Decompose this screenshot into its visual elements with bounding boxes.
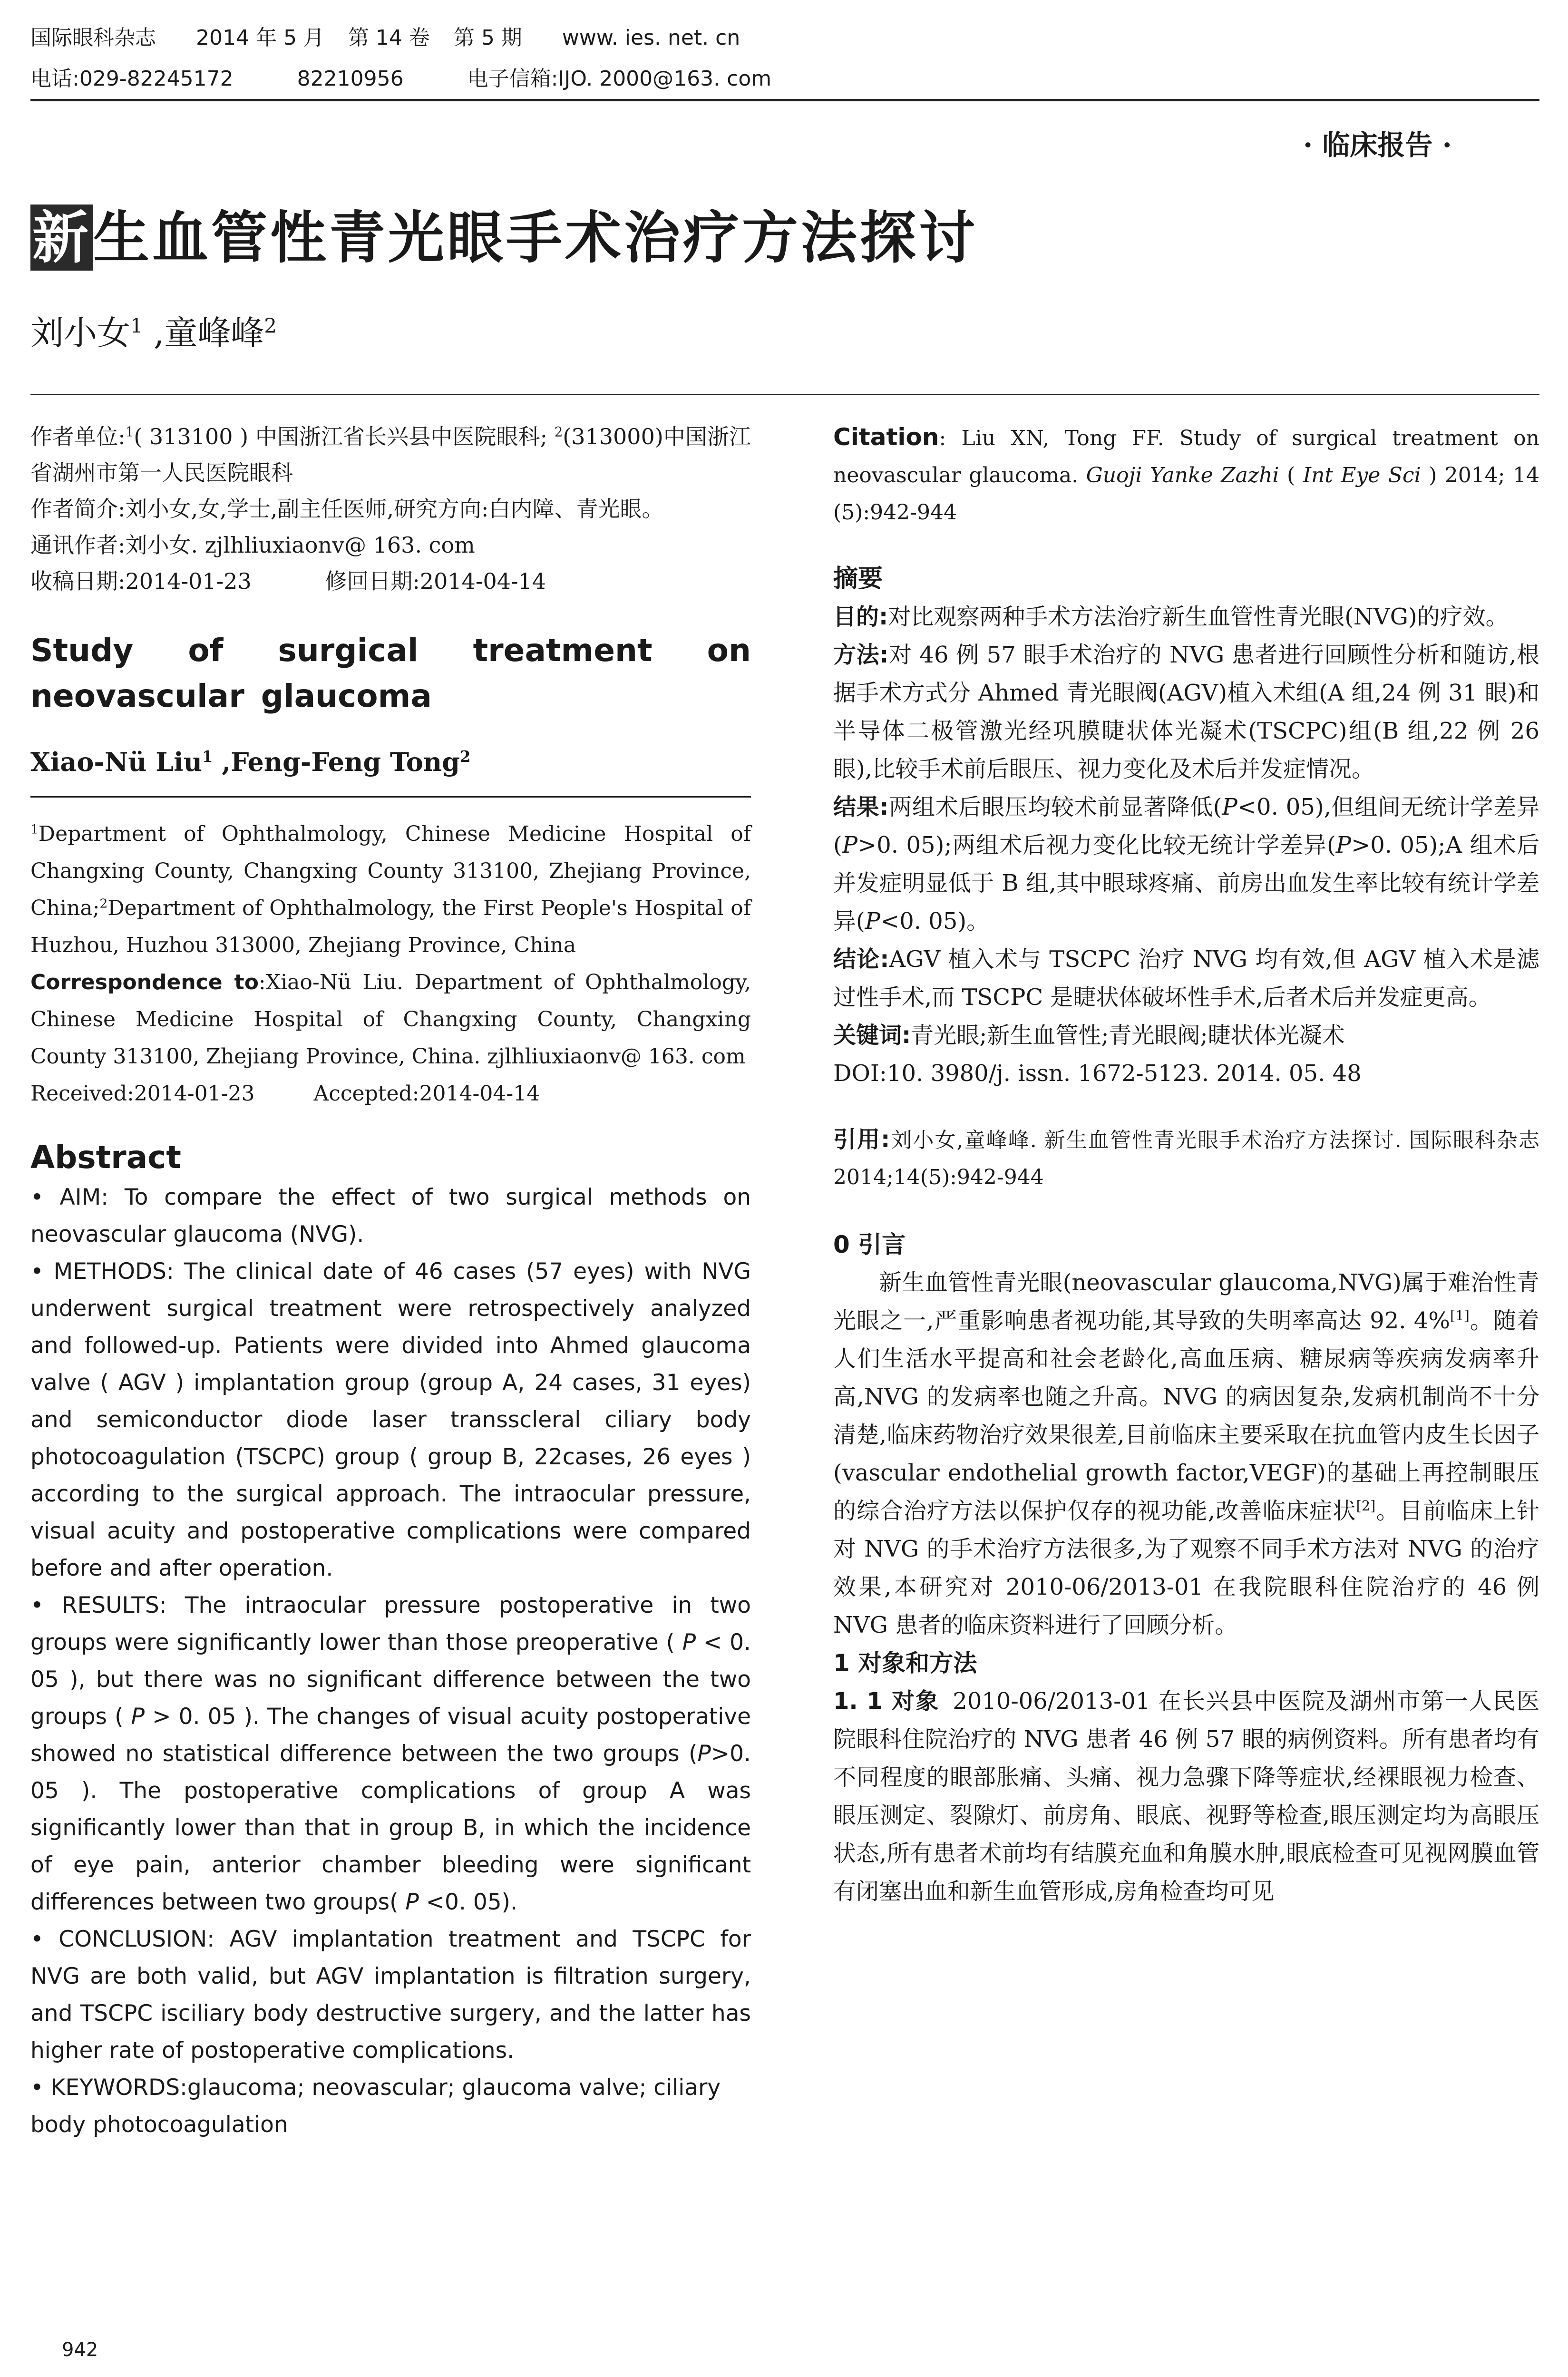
journal-contact (30, 66, 771, 92)
section-1-1-label: 1. 1 对象 (833, 1688, 940, 1715)
citation-paren: ( (1279, 463, 1303, 487)
results-cn-text-3: >0. 05);两组术后视力变化比较无统计学差异( (857, 832, 1336, 858)
received-cn-label: 收稿日期: (30, 568, 126, 594)
citation-cn-label: 引用: (833, 1126, 890, 1153)
en-affil-rule (30, 796, 751, 798)
citation-label: Citation (833, 423, 939, 451)
keywords-text: :glaucoma; neovascular; glaucoma valve; ciliary body photocoagulation (30, 2075, 721, 2138)
intro-text-2: 。随着人们生活水平提高和社会老龄化,高血压病、糖尿病等疾病发病率升高,NVG 的发病率也随之升高。NVG 的病因复杂,发病机制尚不十分清楚,临床药物治疗效果很差,目前临床主要采取在抗血管内皮生长因子(vascular endothelial growth factor,VEGF)的基础上再控制眼压的综合治疗方法以保护仅存的视功能,改善临床症状 (833, 1307, 1539, 1524)
p-symbol: P (1335, 832, 1351, 858)
methods-cn-label: 方法: (833, 642, 889, 668)
doi: DOI:10. 3980/j. issn. 1672-5123. 2014. 05. 48 (833, 1060, 1362, 1087)
accepted-en-label: Accepted: (313, 1081, 419, 1106)
citation-journal-en: Int Eye Sci (1303, 463, 1421, 487)
author-cn-2-sup: 2 (264, 314, 277, 338)
p-symbol: P (131, 1704, 145, 1730)
corresponding-author (30, 527, 751, 563)
revised-cn: 2014-04-14 (419, 568, 546, 594)
p-symbol: P (865, 908, 881, 935)
p-symbol: P (697, 1741, 711, 1767)
journal-name: 国际眼科杂志 (30, 26, 156, 50)
abstract-cn-keywords (833, 1016, 1539, 1054)
author-cn-sep: , (143, 313, 165, 352)
p-symbol: P (1222, 794, 1237, 820)
issue-number: 第 5 期 (453, 26, 522, 50)
conclusion-text: : AGV implantation treatment and TSCPC for NVG are both valid, but AGV implantation is filtration surgery, and TSCPC isciliary body destructive surgery, and the latter has higher rate of postoperative complications. (30, 1926, 751, 2064)
website: www. ies. net. cn (562, 26, 740, 50)
ref-2: [2] (1356, 1498, 1376, 1514)
abstract-cn-heading: 摘要 (833, 565, 883, 593)
intro-heading: 0 引言 (833, 1231, 906, 1258)
revised-cn-label: 修回日期: (325, 568, 420, 594)
results-text-1: : The intraocular pressure postoperative in two groups were significantly lower than those preoperative ( (30, 1592, 751, 1656)
methods-cn-text: 对 46 例 57 眼手术治疗的 NVG 患者进行回顾性分析和随访,根据手术方式分 Ahmed 青光眼阀(AGV)植入术组(A 组,24 例 31 眼)和半导体二极管激光经巩膜睫状体光凝术(TSCPC)组(B 组,22 例 26 眼),比较手术前后眼压、视力变化及术后并发症情况。 (833, 642, 1539, 782)
header-rule (30, 99, 1539, 101)
keywords-cn-label: 关键词: (833, 1022, 911, 1049)
dates-en (30, 1075, 751, 1112)
p-symbol: P (405, 1889, 419, 1915)
results-text-4: >0. 05 ). The postoperative complications of group A was significantly lower than that in group B, in which the incidence of eye pain, anterior chamber bleeding were significant differences between two groups( (30, 1741, 751, 1915)
phone-2: 82210956 (297, 67, 404, 91)
affiliation-sup-1: 1 (125, 424, 134, 440)
abstract-en-body (30, 1179, 751, 2143)
abstract-cn-body (833, 598, 1539, 1092)
methods-text: : The clinical date of 46 cases (57 eyes) with NVG underwent surgical treatment were retrospectively analyzed and followed-up. Patients were divided into Ahmed glaucoma valve ( AGV ) implantation group (group A, 24 cases, 31 eyes) and semiconductor diode laser transscleral ciliary body photocoagulation (TSCPC) group ( group B, 22cases, 26 eyes ) according to the surgical approach. The intraocular pressure, visual acuity and postoperative complications were compared before and after operation. (30, 1258, 751, 1581)
correspondence-en (30, 964, 751, 1075)
citation-en (833, 419, 1539, 531)
citation-journal: Guoji Yanke Zazhi (1086, 463, 1279, 487)
article-title-en: Study of surgical treatment on neovascular glaucoma (30, 632, 751, 714)
author-en-2: Feng-Feng Tong (231, 747, 460, 777)
accepted-en: 2014-04-14 (419, 1081, 540, 1106)
authors-en (30, 743, 751, 781)
abstract-en-heading: Abstract (30, 1139, 181, 1176)
results-label: • RESULTS (30, 1592, 159, 1618)
journal-header (30, 25, 740, 51)
author-cn-2: 童峰峰 (164, 313, 264, 352)
citation-cn-text: 刘小女,童峰峰. 新生血管性青光眼手术治疗方法探讨. 国际眼科杂志 2014;14(5):942-944 (833, 1128, 1539, 1189)
affiliation-1: ( 313100 ) 中国浙江省长兴县中医院眼科; (134, 424, 548, 449)
results-cn-label: 结果: (833, 794, 889, 820)
title-rest: 生血管性青光眼手术治疗方法探讨 (93, 205, 978, 271)
aim-text: : To compare the effect of two surgical methods on neovascular glaucoma (NVG). (30, 1184, 751, 1247)
issue-date: 2014 年 5 月 (196, 26, 324, 50)
received-en: 2014-01-23 (134, 1081, 255, 1106)
received-en-label: Received: (30, 1081, 134, 1106)
dates-cn (30, 563, 751, 599)
affil-en-sup-2: 2 (99, 896, 108, 911)
results-cn-text-4: >0. 05);A 组术后并发症明显低于 B 组,其中眼球疼痛、前房出血发生率比较有统计学差异( (833, 832, 1539, 935)
abstract-cn-results (833, 788, 1539, 940)
email-label: 电子信箱: (467, 67, 558, 91)
section-tag: · 临床报告 · (1303, 129, 1452, 161)
results-cn-text-5: <0. 05)。 (880, 908, 990, 935)
author-cn-1-sup: 1 (130, 314, 143, 338)
abstract-conclusion (30, 1921, 751, 2069)
intro-text-1: 新生血管性青光眼(neovascular glaucoma,NVG)属于难治性青光眼之一,严重影响患者视功能,其导致的失明率高达 92. 4% (833, 1269, 1539, 1334)
affil-en-2: Department of Ophthalmology, the First People's Hospital of Huzhou, Huzhou 313000, Zhejiang Province, China (30, 896, 751, 957)
section-1-heading: 1 对象和方法 (833, 1649, 977, 1677)
intro-text-3: 。目前临床上针对 NVG 的手术治疗方法很多,为了观察不同手术方法对 NVG 的治疗效果,本研究对 2010-06/2013-01 在我院眼科住院治疗的 46 例 NVG 患者的临床资料进行了回顾分析。 (833, 1498, 1539, 1638)
intro-paragraph (833, 1264, 1539, 1644)
author-cn-1: 刘小女 (30, 313, 130, 352)
conclusion-label: • CONCLUSION (30, 1926, 207, 1952)
author-en-2-sup: 2 (459, 748, 471, 766)
abstract-cn-aim (833, 598, 1539, 636)
bio-text: 刘小女,女,学士,副主任医师,研究方向:白内障、青光眼。 (125, 496, 664, 522)
left-column (30, 419, 751, 2143)
bio-label: 作者简介: (30, 496, 126, 522)
abstract-aim (30, 1179, 751, 1253)
author-en-1: Xiao-Nü Liu (30, 747, 202, 777)
affiliation-en (30, 816, 751, 964)
ref-1: [1] (1450, 1307, 1470, 1324)
p-symbol: P (842, 832, 858, 858)
abstract-cn-methods (833, 636, 1539, 788)
right-column (833, 419, 1539, 1910)
correspondence-text: :Xiao-Nü Liu. Department of Ophthalmology, Chinese Medicine Hospital of Changxing County, Changxing County 313100, Zhejiang Province, China. zjlhliuxiaonv@ 163. com (30, 970, 751, 1069)
methods-label: • METHODS (30, 1258, 166, 1285)
citation-text-2: ) 2014; 14 (5):942-944 (833, 463, 1539, 525)
p-symbol: P (682, 1629, 696, 1656)
authors-cn (30, 312, 277, 354)
results-text-3: > 0. 05 ). The changes of visual acuity postoperative showed no statistical difference between the two groups ( (30, 1704, 751, 1767)
results-cn-text-1: 两组术后眼压均较术前显著降低( (888, 794, 1222, 820)
aim-label: • AIM (30, 1184, 101, 1210)
affil-en-1: Department of Ophthalmology, Chinese Medicine Hospital of Changxing County, Changxing County 313100, Zhejiang Province, China; (30, 822, 751, 920)
email: IJO. 2000@163. com (558, 67, 772, 91)
section-1-1-text: 2010-06/2013-01 在长兴县中医院及湖州市第一人民医院眼科住院治疗的 NVG 患者 46 例 57 眼的病例资料。所有患者均有不同程度的眼部胀痛、头痛、视力急骤下降等症状,经裸眼视力检查、眼压测定、裂隙灯、前房角、眼底、视野等检查,眼压测定均为高眼压状态,所有患者术前均有结膜充血和角膜水肿,眼底检查可见视网膜血管有闭塞出血和新生血管形成,房角检查均可见 (833, 1688, 1539, 1905)
conclusion-cn-label: 结论: (833, 946, 889, 973)
affiliation-sup-2: 2 (554, 424, 563, 440)
received-cn: 2014-01-23 (125, 568, 252, 594)
title-rule (30, 394, 1539, 395)
affiliation-2: (313000)中国浙江省湖州市第一人民医院眼科 (30, 424, 751, 486)
phone-label: 电话: (30, 67, 79, 91)
author-bio (30, 491, 751, 527)
abstract-cn-conclusion (833, 940, 1539, 1016)
results-text-2: < 0. 05 ), but there was no significant difference between the two groups ( (30, 1629, 751, 1730)
page-number: 942 (62, 2339, 98, 2361)
article-title-cn (30, 205, 978, 271)
keywords-label: • KEYWORDS (30, 2075, 180, 2101)
citation-cn (833, 1121, 1539, 1196)
keywords-cn-text: 青光眼;新生血管性;青光眼阀;睫状体光凝术 (911, 1022, 1345, 1049)
title-first-char: 新 (30, 205, 93, 271)
author-affiliation (30, 419, 751, 491)
correspondence-label: Correspondence to (30, 970, 259, 994)
results-text-5: <0. 05). (419, 1889, 517, 1915)
aim-cn-label: 目的: (833, 604, 888, 630)
affiliation-label: 作者单位: (30, 424, 126, 449)
conclusion-cn-text: AGV 植入术与 TSCPC 治疗 NVG 均有效,但 AGV 植入术是滤过性手术,而 TSCPC 是睫状体破坏性手术,后者术后并发症更高。 (833, 946, 1539, 1011)
author-en-sep: , (213, 747, 231, 777)
author-en-1-sup: 1 (202, 748, 213, 766)
results-cn-text-2: <0. 05),但组间无统计学差异( (833, 794, 1539, 858)
citation-text-1: : Liu XN, Tong FF. Study of surgical treatment on neovascular glaucoma. (833, 426, 1539, 487)
corr-label: 通讯作者: (30, 532, 126, 558)
phone-1: 029-82245172 (79, 67, 234, 91)
abstract-results (30, 1587, 751, 1921)
abstract-keywords (30, 2069, 751, 2143)
corr-text: 刘小女. zjlhliuxiaonv@ 163. com (125, 532, 475, 558)
affil-en-sup-1: 1 (30, 822, 39, 837)
aim-cn-text: 对比观察两种手术方法治疗新生血管性青光眼(NVG)的疗效。 (888, 604, 1509, 630)
section-1-1 (833, 1682, 1539, 1910)
abstract-methods (30, 1253, 751, 1587)
volume: 第 14 卷 (348, 26, 430, 50)
